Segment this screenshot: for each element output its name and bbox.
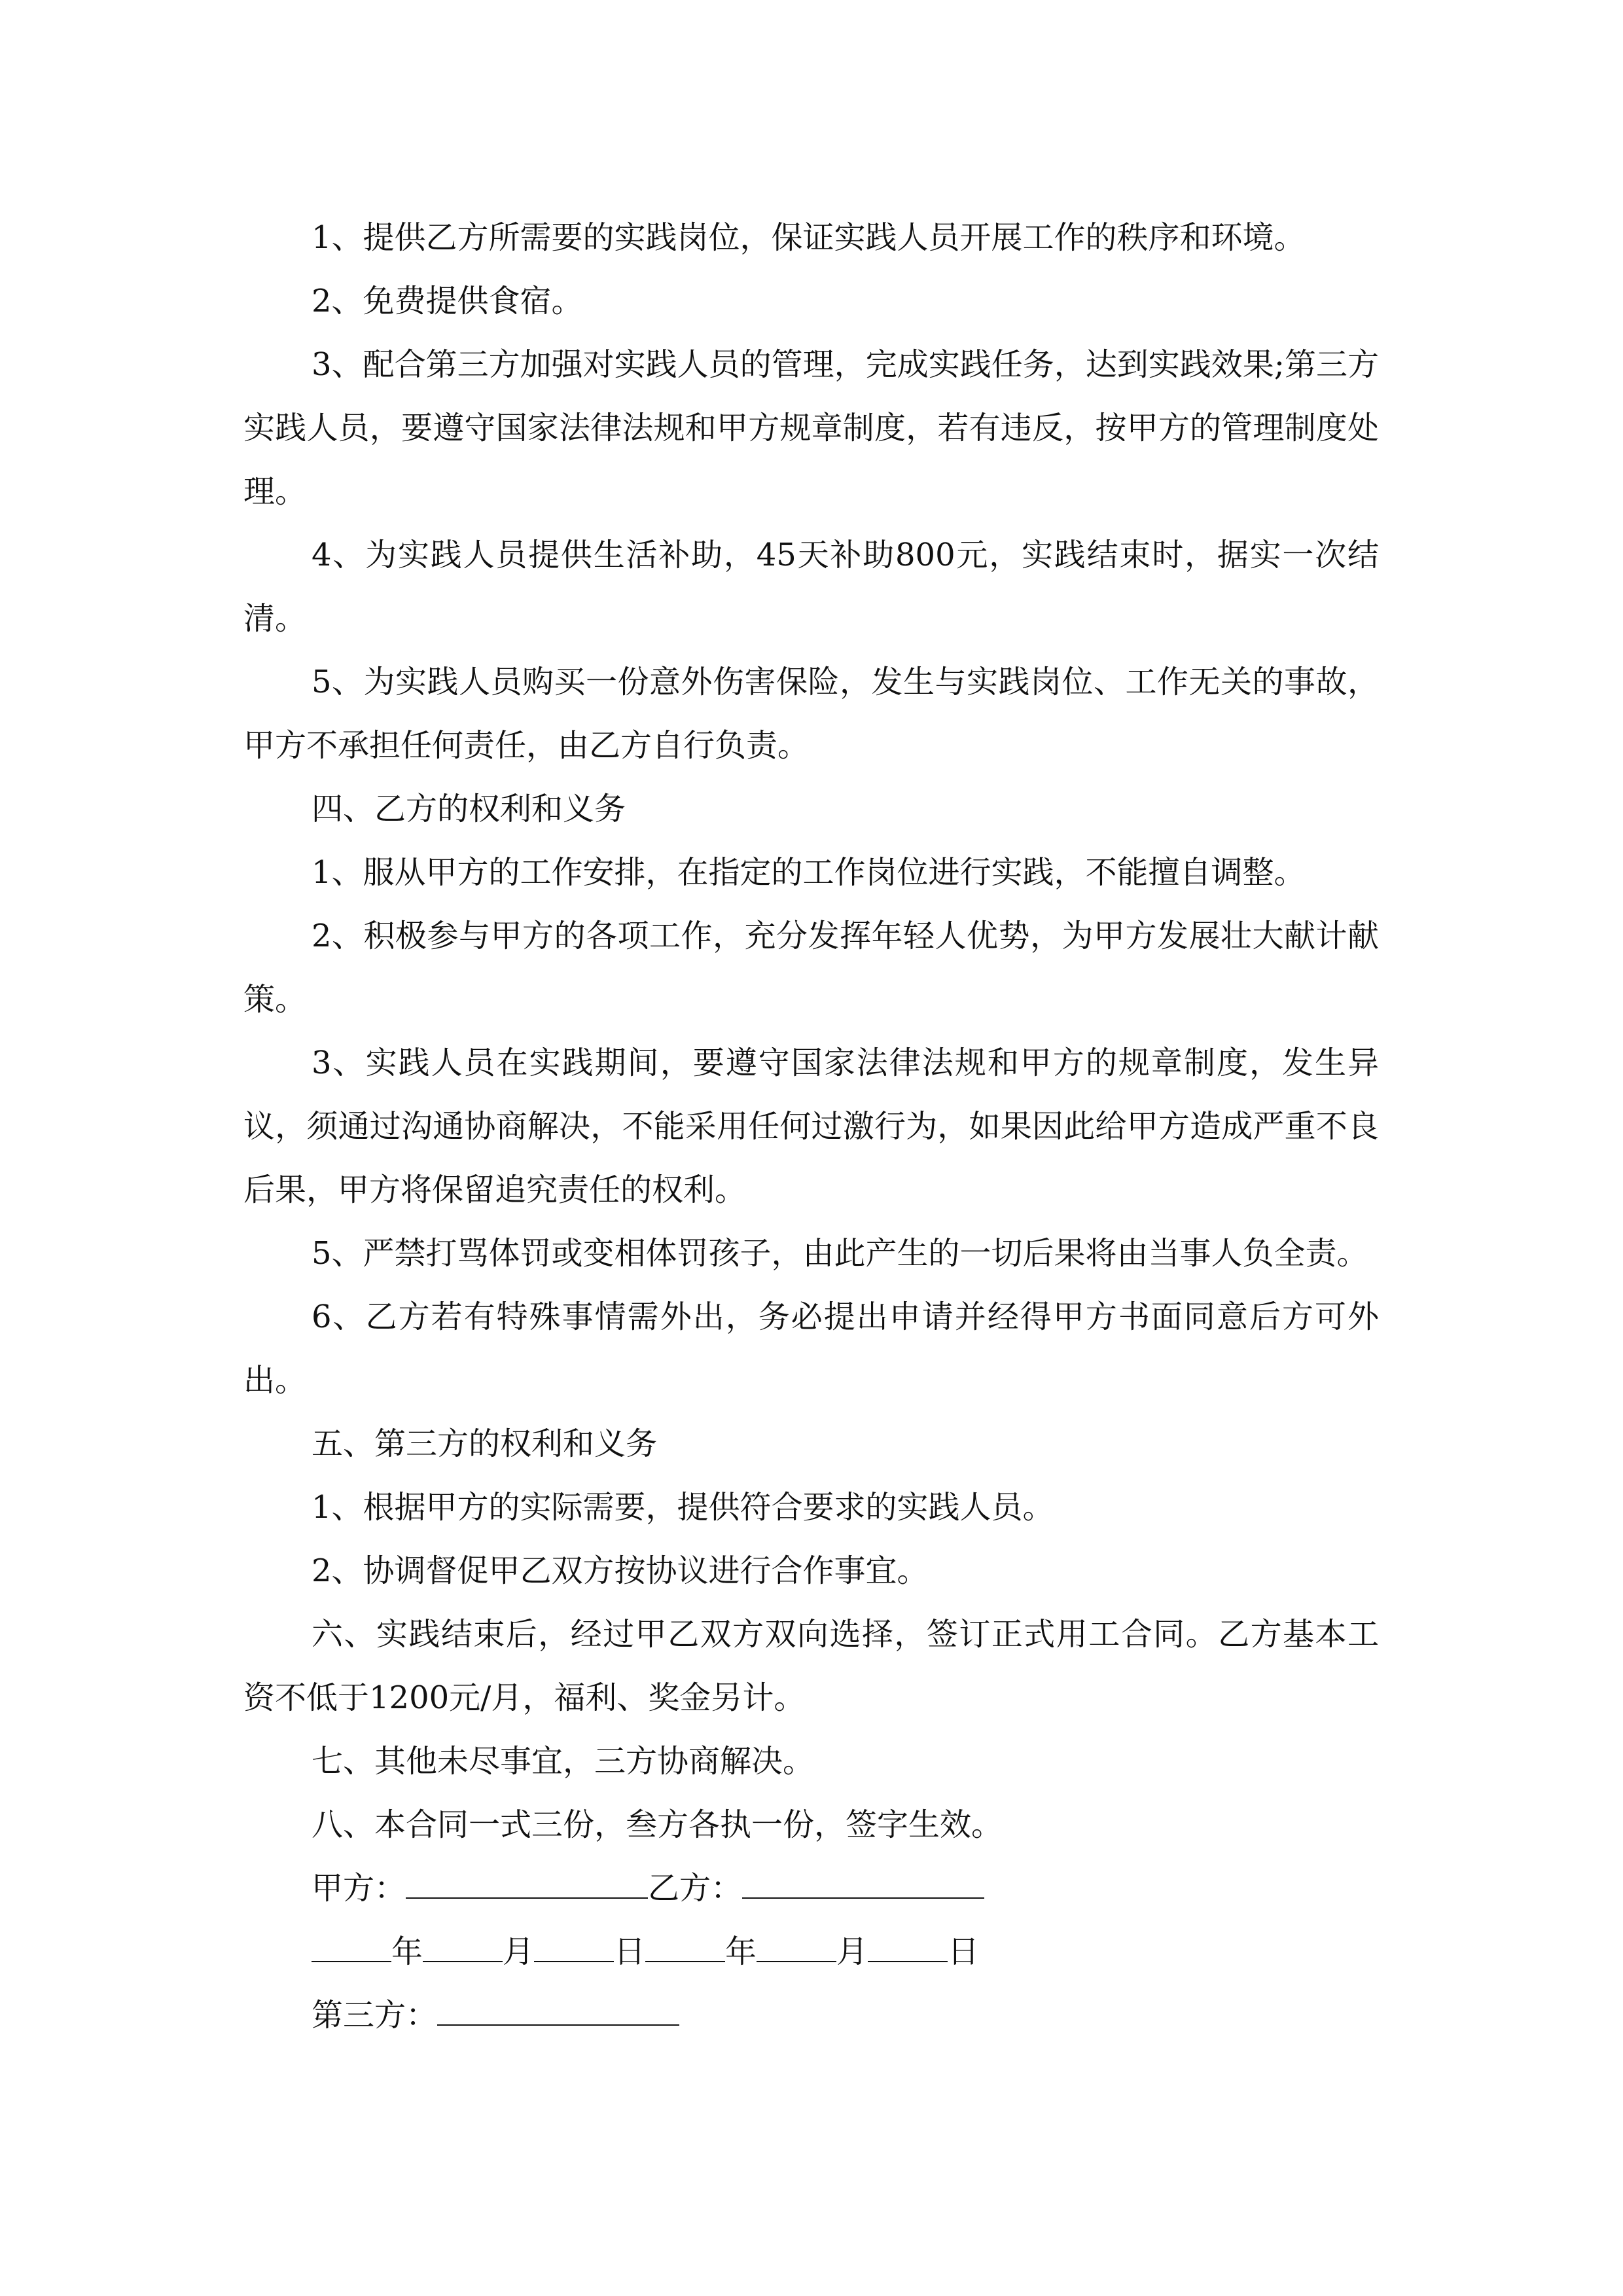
clause-paragraph: 5、为实践人员购买一份意外伤害保险，发生与实践岗位、工作无关的事故，甲方不承担任何责任，由乙方自行负责。 <box>243 664 1379 764</box>
signature-parties-line <box>243 1857 1379 1920</box>
party-b-year-blank[interactable] <box>645 1927 725 1962</box>
party-c-label: 第三方： <box>312 1997 438 2034</box>
clause-paragraph: 2、免费提供食宿。 <box>312 283 583 319</box>
clause-paragraph: 2、协调督促甲乙双方按协议进行合作事宜。 <box>312 1552 929 1589</box>
party-c-signature-blank[interactable] <box>437 1990 679 2026</box>
month-label: 月 <box>503 1933 535 1970</box>
clause-paragraph: 3、实践人员在实践期间，要遵守国家法律法规和甲方的规章制度，发生异议，须通过沟通协商解决，不能采用任何过激行为，如果因此给甲方造成严重不良后果，甲方将保留追究责任的权利。 <box>243 1045 1379 1208</box>
clause-paragraph: 1、服从甲方的工作安排，在指定的工作岗位进行实践，不能擅自调整。 <box>312 854 1306 891</box>
clause-paragraph: 八、本合同一式三份，叁方各执一份，签字生效。 <box>312 1806 1003 1843</box>
clause-paragraph: 1、根据甲方的实际需要，提供符合要求的实践人员。 <box>312 1489 1054 1526</box>
party-a-year-blank[interactable] <box>312 1927 391 1962</box>
year-label: 年 <box>391 1933 423 1970</box>
party-b-label: 乙方： <box>648 1870 743 1907</box>
clause-paragraph: 2、积极参与甲方的各项工作，充分发挥年轻人优势，为甲方发展壮大献计献策。 <box>243 918 1379 1018</box>
party-a-signature-blank[interactable] <box>406 1863 648 1899</box>
section-heading: 四、乙方的权利和义务 <box>312 791 626 827</box>
clause-paragraph: 1、提供乙方所需要的实践岗位，保证实践人员开展工作的秩序和环境。 <box>312 219 1306 256</box>
section-heading: 五、第三方的权利和义务 <box>312 1426 658 1462</box>
signature-date-line <box>243 1920 1379 1984</box>
clause-paragraph: 5、严禁打骂体罚或变相体罚孩子，由此产生的一切后果将由当事人负全责。 <box>312 1235 1368 1272</box>
clause-paragraph: 六、实践结束后，经过甲乙双方双向选择，签订正式用工合同。乙方基本工资不低于1200元/月，福利、奖金另计。 <box>243 1616 1379 1716</box>
party-b-day-blank[interactable] <box>868 1927 948 1962</box>
party-b-month-blank[interactable] <box>757 1927 836 1962</box>
signature-third-party-line <box>243 1984 1379 2047</box>
day-label: 日 <box>948 1933 980 1970</box>
clause-paragraph: 3、配合第三方加强对实践人员的管理，完成实践任务，达到实践效果;第三方实践人员，要遵守国家法律法规和甲方规章制度，若有违反，按甲方的管理制度处理。 <box>243 346 1379 510</box>
contract-body <box>243 206 1379 2047</box>
clause-paragraph: 6、乙方若有特殊事情需外出，务必提出申请并经得甲方书面同意后方可外出。 <box>243 1299 1379 1399</box>
year-label: 年 <box>725 1933 757 1970</box>
clause-paragraph: 4、为实践人员提供生活补助，45天补助800元，实践结束时，据实一次结清。 <box>243 537 1379 637</box>
day-label: 日 <box>614 1933 646 1970</box>
clause-paragraph: 七、其他未尽事宜，三方协商解决。 <box>312 1743 815 1780</box>
party-a-month-blank[interactable] <box>423 1927 503 1962</box>
party-a-day-blank[interactable] <box>534 1927 614 1962</box>
month-label: 月 <box>836 1933 868 1970</box>
party-a-label: 甲方： <box>312 1870 406 1907</box>
party-b-signature-blank[interactable] <box>742 1863 984 1899</box>
